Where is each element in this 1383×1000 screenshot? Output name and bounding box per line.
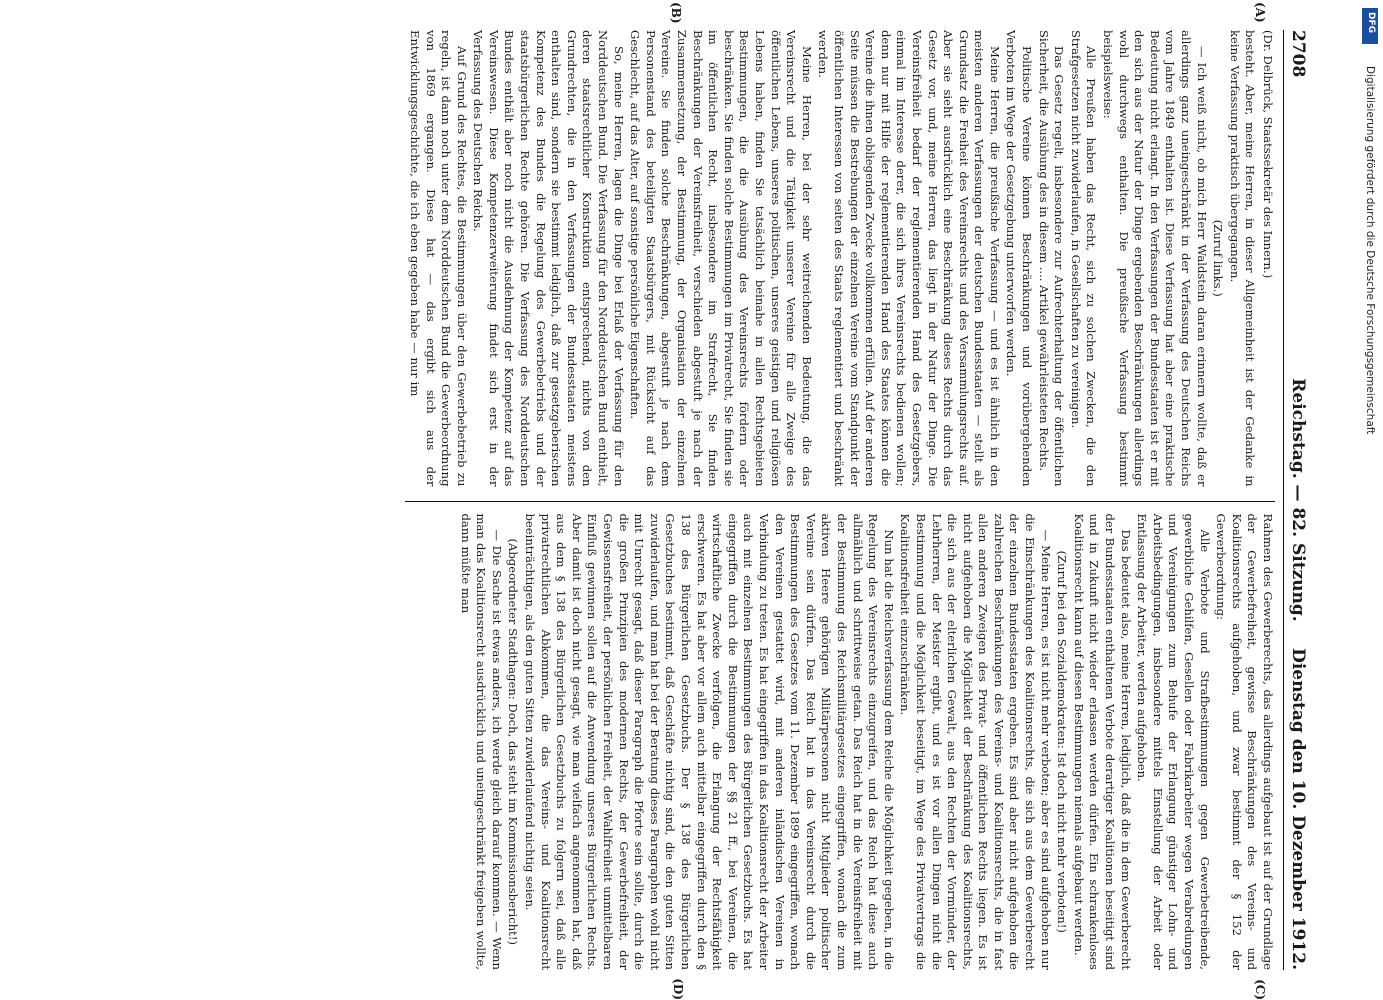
paragraph: So, meine Herren, lagen die Dinge bei Erlaß der Verfassung für den Norddeutschen Bund. Die Verfassung für den Norddeutschen Bund enthielt, deren staatsrechtlicher Konstruktion entsprechend, nichts von den Grundrechten, die in den Verfassungen der Bundesstaaten meistens enthalten sind, sondern sie bestimmt lediglich, daß zur gesetzgeberischen Kompetenz des Bundes die Regelung des Gewerbebetriebs und der staatsbürgerlichen Rechte gehören. Die Verfassung des Norddeutschen Bundes enthält aber noch nicht die Ausdehnung der Kompetenz auf das Vereinswesen. Diese Kompetenzerweiterung findet sich erst in der Verfassung des Deutschen Reichs.: [471, 30, 626, 487]
interjection: (Zuruf links.): [1211, 219, 1226, 297]
page-header: [1283, 30, 1314, 970]
interjection: (Zuruf bei den Sozialdemokraten: Ist doch nicht mehr verboten!): [1055, 550, 1070, 933]
paragraph: besteht. Aber, meine Herren, in dieser Allgemeinheit ist der Gedanke in keine Verfassung praktisch übergegangen.: [1227, 30, 1258, 487]
paragraph: — Die Sache ist etwas anders, ich werde gleich darauf kommen. — Wenn man das Koalitionsrecht ausdrücklich und uneingeschränkt freigeben wollte, dann müßte man: [458, 513, 504, 970]
funding-note: [1358, 6, 1380, 996]
paragraph: — Meine Herren, es ist nicht mehr verboten; aber es sind aufgehoben nur die Einschränkungen des Koalitionsrechts, die sich aus dem Gewerberecht der einzelnen Bundesstaaten ergeben. Es sind aber nicht aufgehoben die zahlreichen Beschränkungen des Vereins- und Koalitionsrechts, die in fast allen anderen Zweigen des Privat- und öffentlichen Rechts liegen. Es ist nicht aufgehoben die Möglichkeit der Beschränkung des Koalitionsrechts, die sich aus der elterlichen Gewalt, aus den Rechten der Vormünder, der Lehrherren, der Meister ergibt, und es ist vor allen Dingen nicht die Bestimmung und die Möglichkeit beseitigt, im Wege des Privatvertrags die Koalitionsfreiheit einzuschränken.: [898, 513, 1053, 970]
margin-marker-d: (D): [671, 978, 685, 1000]
paragraph: Das bedeutet also, meine Herren, lediglich, daß die in dem Gewerberecht der Bundesstaaten enthaltenen Verbote derartiger Koalitionen beseitigt sind und in Zukunft nicht wieder erlassen werden dürfen. Ein schrankenloses Koalitionsrecht kann auf diesen Bestimmungen niemals aufgebaut werden.: [1071, 513, 1133, 970]
page-number: 2708: [1288, 30, 1308, 78]
paragraph: Meine Herren, die preußische Verfassung — und es ist ähnlich in den meisten anderen Verfassungen der deutschen Bundesstaaten — stellt als Grundsatz die Freiheit des Vereinsrechts und des Versammlungsrechts auf. Aber sie sieht ausdrücklich eine Beschränkung dieses Rechts durch das Gesetz vor, und, meine Herren, das liegt in der Natur der Dinge. Die Vereinsfreiheit bedarf der reglementierenden Hand des Gesetzgebers, einmal im Interesse derer, die sich ihres Vereinsrechts bedienen wollen; denn nur mit Hilfe der reglementierenden Hand des Staates können die Vereine die ihnen obliegenden Zwecke vollkommen erfüllen. Auf der anderen Seite müssen die Bestrebungen der einzelnen Vereine vom Standpunkt der öffentlichen Interessen von seiten des Staats reglementiert und beschränkt werden.: [816, 30, 1002, 487]
margin-marker-c: (C): [1253, 979, 1267, 1000]
quote-paragraph: Alle Preußen haben das Recht, sich zu solchen Zwecken, die den Strafgesetzen nicht zuwiderlaufen, in Gesellschaften zu vereinigen.: [1068, 30, 1099, 487]
right-column: [405, 501, 1275, 1000]
document-page: [40, 0, 1340, 1000]
dfg-logo: [1362, 8, 1378, 44]
paragraph: Meine Herren, bei der sehr weitreichenden Bedeutung, die das Vereinsrecht und die Tätigkeit unserer Vereine für alle Zweige des öffentlichen Lebens, unseres politischen, unseres geistigen und religiösen Lebens haben, finden Sie tatsächlich beinahe in allen Rechtsgebieten Bestimmungen, die die Ausübung des Vereinsrechts fördern oder beschränken. Sie finden solche Bestimmungen im Privatrecht, Sie finden sie im öffentlichen Recht, insbesondere im Strafrecht, Sie finden Beschränkungen der Vereinsfreiheit, verschieden abgestuft je nach der Zusammensetzung, der Bestimmung, der Organisation der einzelnen Vereine. Sie finden solche Beschränkungen, abgestuft je nach dem Personenstand des beteiligten Staatsbürgers, mit Rücksicht auf das Geschlecht, auf das Alter, auf sonstige persönliche Eigenschaften.: [628, 30, 814, 487]
session-date: Dienstag den 10. Dezember 1912.: [1288, 648, 1308, 970]
paragraph: Rahmen des Gewerberechts, das allerdings aufgebaut ist auf der Grundlage der Gewerbefreiheit, gewisse Beschränkungen des Vereins- und Koalitionsrechts aufgehoben, und zwar bestimmt der § 152 der Gewerbeordnung:: [1214, 513, 1275, 970]
text-columns: [405, 2, 1275, 1000]
margin-marker-a: (A): [1253, 2, 1267, 23]
margin-marker-b: (B): [669, 2, 683, 24]
paragraph: — Ich weiß nicht, ob mich Herr Waldstein daran erinnern wollte, daß er allerdings ganz uneingeschränkt in der Verfassung des Deutschen Reichs vom Jahre 1849 enthalten ist. Diese Verfassung hat aber eine praktische Bedeutung nicht erlangt. In den Verfassungen der Bundesstaaten ist er mit den sich aus der Natur der Dinge ergebenden Beschränkungen allerdings wohl durchwegs enthalten. Die preußische Verfassung bestimmt beispielsweise:: [1101, 30, 1209, 487]
quote-paragraph: Politische Vereine können Beschränkungen und vorübergehenden Verboten im Wege der Gesetzgebung unterworfen werden.: [1004, 30, 1035, 487]
quote-paragraph: Alle Verbote und Strafbestimmungen gegen Gewerbetreibende, gewerbliche Gehilfen, Gesellen oder Fabrikarbeiter wegen Verabredungen und Vereinigungen zum Behufe der Erlangung günstiger Lohn- und Arbeitsbedingungen, insbesondere mittels Einstellung der Arbeit oder Entlassung der Arbeiter, werden aufgehoben.: [1135, 513, 1212, 970]
dfg-logo-text: DFG: [1366, 12, 1376, 34]
interjection: (Abgeordneter Stadthagen: Doch, das steht im Kommissionsbericht!): [506, 538, 521, 946]
session-title: Reichstag. — 82. Sitzung.: [1288, 378, 1308, 622]
speaker-label: (Dr. Delbrück, Staatssekretär des Innern.): [1261, 30, 1275, 279]
paragraph: Auf Grund des Rechtes, die Bestimmungen über den Gewerbebetrieb zu regeln, ist dann noch unter dem Norddeutschen Bund die Gewerbeordnung von 1869 ergangen. Diese hat — das ergibt sich aus der Entwicklungsgeschichte, die ich eben gegeben habe — nur im: [407, 30, 469, 487]
funding-note-text: Digitalisierung gefördert durch die Deutsche Forschungsgemeinschaft: [1364, 66, 1376, 435]
left-column: [405, 2, 1275, 487]
quote-paragraph: Das Gesetz regelt, insbesondere zur Aufrechterhaltung der öffentlichen Sicherheit, die Ausübung des in diesem .... Artikel gewährleisteten Rechts.: [1036, 30, 1067, 487]
paragraph: Nun hat die Reichsverfassung dem Reiche die Möglichkeit gegeben, in die Regelung des Vereinsrechts einzugreifen, und das Reich hat diese auch allmählich und schrittweise getan. Das Reich hat in die Vereinsfreiheit mit der Bestimmung des Reichsmilitärgesetzes eingegriffen, wonach die zum aktiven Heere gehörigen Militärpersonen nicht Mitglieder politischer Vereine sein dürfen. Das Reich hat in das Vereinsrecht durch die Bestimmungen des Gesetzes vom 11. Dezember 1899 eingegriffen, wonach den Vereinen gestattet wird, mit anderen inländischen Vereinen in Verbindung zu treten. Es hat eingegriffen in das Koalitionsrecht der Arbeiter auch mit einzelnen Bestimmungen des Bürgerlichen Gesetzbuchs. Es hat eingegriffen durch die Bestimmungen der §§ 21 ff., bei Vereinen, die wirtschaftliche Zwecke verfolgen, die Erlangung der Rechtsfähigkeit erschweren. Es hat aber vor allem auch mittelbar eingegriffen durch den § 138 des Bürgerlichen Gesetzbuchs. Der § 138 des Bürgerlichen Gesetzbuches bestimmt, daß Geschäfte nichtig sind, die den guten Sitten zuwiderlaufen, und man hat bei der Beratung dieses Paragraphen wohl nicht mit Unrecht gesagt, daß dieser Paragraph die Pforte sein sollte, durch die die großen Prinzipien des modernen Rechts, der Gewerbefreiheit, der Gewissensfreiheit, der persönlichen Freiheit, der Wahlfreiheit unmittelbaren Einfluß gewinnen sollen auf die Anwendung unseres Bürgerlichen Rechts. Aber damit ist doch nicht gesagt, wie man vielfach angenommen hat, daß aus dem § 138 des Bürgerlichen Gesetzbuchs zu folgern sei, daß alle privatrechtlichen Abkommen, die das Vereins- und Koalitionsrecht beeinträchtigen, als den guten Sitten zuwiderlaufend nichtig seien.: [523, 513, 896, 970]
